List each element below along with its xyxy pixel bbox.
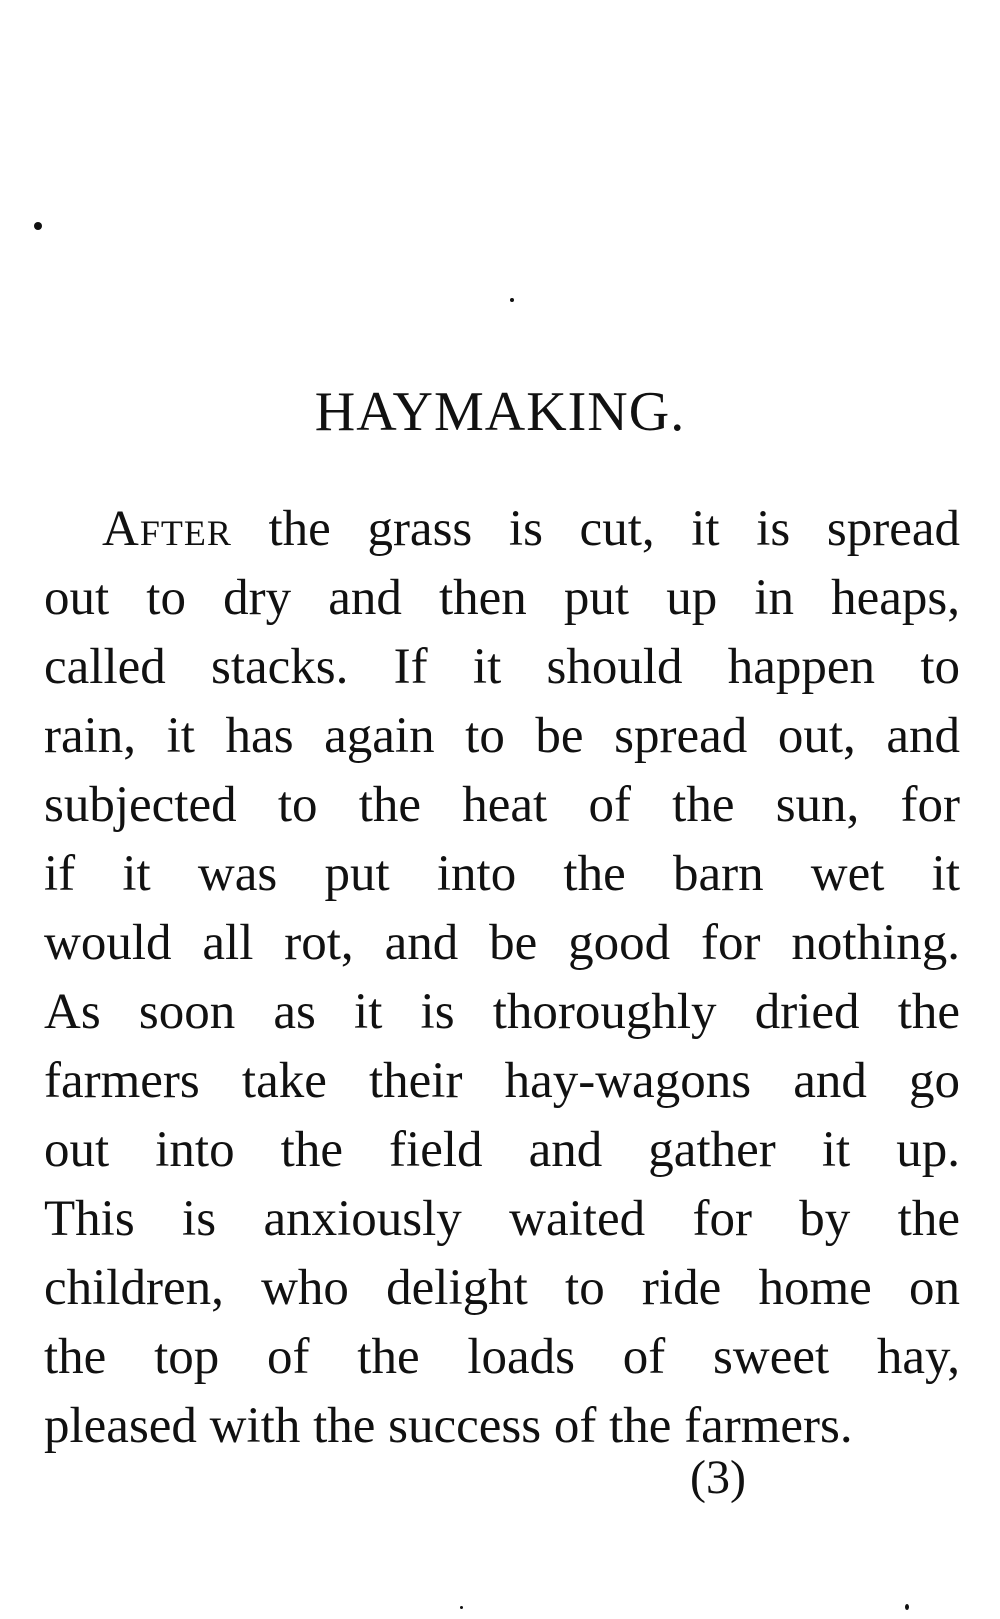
page-number: (3) xyxy=(690,1451,746,1504)
text-line: if it was put into the barn wet it xyxy=(44,846,960,902)
page-title: HAYMAKING. xyxy=(314,381,686,443)
ink-speck xyxy=(905,1604,909,1610)
text-line: children, who delight to ride home on xyxy=(44,1260,960,1316)
text-line xyxy=(44,495,960,564)
text-line: out to dry and then put up in heaps, xyxy=(44,570,960,626)
text-line: the top of the loads of sweet hay, xyxy=(44,1329,960,1385)
text-line-rest: the grass is cut, it is spread xyxy=(231,501,960,557)
text-line: This is anxiously waited for by the xyxy=(44,1191,960,1247)
ink-speck xyxy=(460,1606,463,1609)
text-line: As soon as it is thoroughly dried the xyxy=(44,984,960,1040)
text-line: rain, it has again to be spread out, and xyxy=(44,708,960,764)
text-line: would all rot, and be good for nothing. xyxy=(44,915,960,971)
text-line: out into the field and gather it up. xyxy=(44,1122,960,1178)
text-line: subjected to the heat of the sun, for xyxy=(44,777,960,833)
text-line: pleased with the success of the farmers. xyxy=(44,1398,853,1454)
lead-word: After xyxy=(102,501,232,557)
ink-speck xyxy=(510,298,514,302)
text-line: called stacks. If it should happen to xyxy=(44,639,960,695)
body-paragraph xyxy=(44,495,960,1461)
text-line: farmers take their hay-wagons and go xyxy=(44,1053,960,1109)
ink-speck xyxy=(34,222,42,230)
